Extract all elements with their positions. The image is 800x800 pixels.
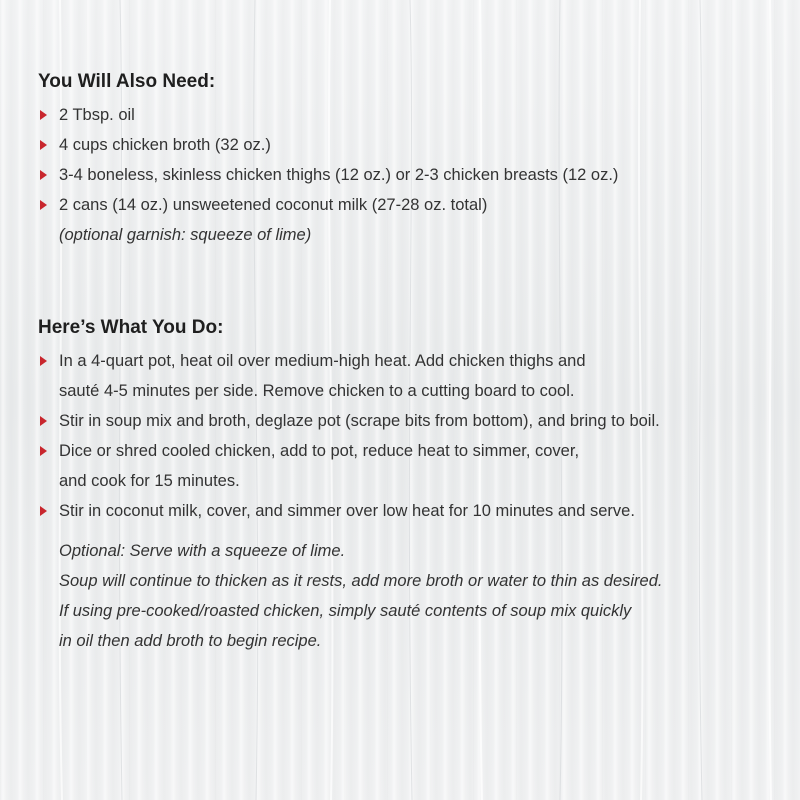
bullet-arrow-icon — [40, 356, 47, 366]
bullet-arrow-icon — [40, 110, 47, 120]
ingredient-text: 4 cups chicken broth (32 oz.) — [59, 136, 271, 154]
list-item — [38, 160, 790, 190]
ingredients-section — [38, 70, 790, 250]
bullet-arrow-icon — [40, 416, 47, 426]
note-line: If using pre-cooked/roasted chicken, simply sauté contents of soup mix quickly — [59, 602, 632, 620]
directions-section — [38, 316, 790, 656]
ingredient-text: 3-4 boneless, skinless chicken thighs (12 oz.) or 2-3 chicken breasts (12 oz.) — [59, 166, 619, 184]
list-item — [38, 130, 790, 160]
note-line: in oil then add broth to begin recipe. — [59, 632, 322, 650]
garnish-note: (optional garnish: squeeze of lime) — [59, 226, 312, 244]
directions-list — [38, 346, 790, 526]
step-text: In a 4-quart pot, heat oil over medium-high heat. Add chicken thighs and — [59, 352, 586, 370]
step-text: Dice or shred cooled chicken, add to pot, reduce heat to simmer, cover, — [59, 442, 580, 460]
bullet-arrow-icon — [40, 446, 47, 456]
bullet-arrow-icon — [40, 140, 47, 150]
list-item — [38, 100, 790, 130]
step-text: and cook for 15 minutes. — [59, 472, 240, 490]
list-item — [38, 346, 790, 406]
bullet-arrow-icon — [40, 170, 47, 180]
ingredients-list — [38, 100, 790, 220]
bullet-arrow-icon — [40, 506, 47, 516]
step-text: sauté 4-5 minutes per side. Remove chicken to a cutting board to cool. — [59, 382, 575, 400]
directions-heading: Here’s What You Do: — [38, 317, 224, 338]
note-line: Soup will continue to thicken as it rests, add more broth or water to thin as desired. — [59, 572, 663, 590]
list-item — [38, 496, 790, 526]
list-item — [38, 436, 790, 496]
bullet-arrow-icon — [40, 200, 47, 210]
recipe-notes — [38, 536, 790, 656]
list-item — [38, 190, 790, 220]
step-text: Stir in coconut milk, cover, and simmer over low heat for 10 minutes and serve. — [59, 502, 635, 520]
ingredient-text: 2 Tbsp. oil — [59, 106, 135, 124]
ingredient-text: 2 cans (14 oz.) unsweetened coconut milk (27-28 oz. total) — [59, 196, 488, 214]
ingredients-heading: You Will Also Need: — [38, 71, 216, 92]
step-text: Stir in soup mix and broth, deglaze pot (scrape bits from bottom), and bring to boil. — [59, 412, 660, 430]
note-line: Optional: Serve with a squeeze of lime. — [59, 542, 346, 560]
list-item — [38, 406, 790, 436]
